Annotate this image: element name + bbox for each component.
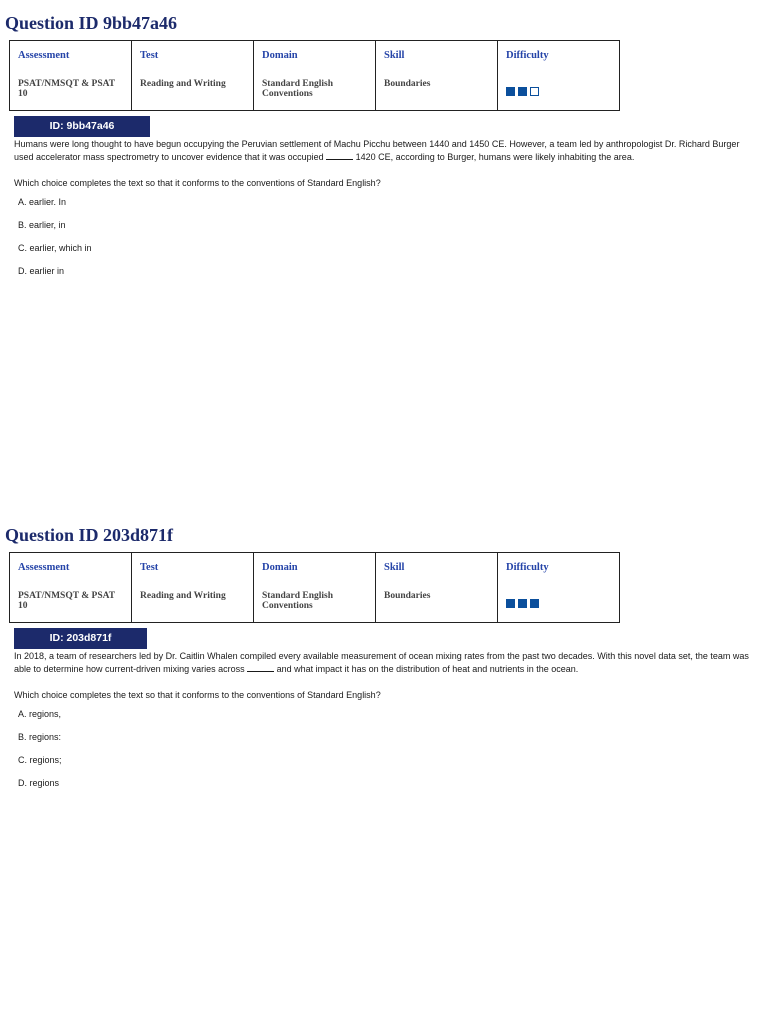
- meta-header-domain: Domain: [262, 50, 298, 61]
- answer-choices: [18, 196, 92, 288]
- difficulty-square-filled: [506, 599, 515, 608]
- passage-text-before: In 2018, a team of researchers led by Dr. Caitlin Whalen compiled every available measurement of ocean mixing rates from the past two decades. With this novel data set, the team was able to determine how current-driven mixing varies across: [14, 651, 749, 674]
- meta-cell-domain: [254, 553, 376, 623]
- difficulty-square-filled: [518, 599, 527, 608]
- meta-header-difficulty: Difficulty: [506, 562, 549, 573]
- question-prompt: Which choice completes the text so that it conforms to the conventions of Standard English?: [14, 690, 381, 700]
- question-id-badge: ID: 203d871f: [14, 628, 147, 649]
- meta-cell-test: [132, 41, 254, 111]
- question-passage: [14, 650, 756, 676]
- difficulty-square-empty: [530, 87, 539, 96]
- answer-choice: C. earlier, which in: [18, 243, 92, 253]
- question-id-badge: ID: 9bb47a46: [14, 116, 150, 137]
- answer-choices: [18, 708, 62, 800]
- meta-cell-assessment: [10, 553, 132, 623]
- meta-value-domain: Standard English Conventions: [262, 591, 334, 611]
- meta-value-skill: Boundaries: [384, 79, 431, 89]
- meta-value-assessment: PSAT/NMSQT & PSAT 10: [18, 591, 115, 611]
- passage-blank: [326, 151, 353, 160]
- meta-header-skill: Skill: [384, 50, 405, 61]
- meta-header-skill: Skill: [384, 562, 405, 573]
- meta-header-test: Test: [140, 50, 159, 61]
- answer-choice: A. earlier. In: [18, 197, 67, 207]
- meta-cell-difficulty: [498, 553, 620, 623]
- question-title: Question ID 9bb47a46: [5, 13, 178, 33]
- passage-text-before: Humans were long thought to have begun occupying the Peruvian settlement of Machu Picchu between 1440 and 1450 CE. However, a team led by anthropologist Dr. Richard Burger used accelerator mass spectrometry to uncover evidence that it was occupied: [14, 139, 740, 162]
- difficulty-square-filled: [518, 87, 527, 96]
- difficulty-indicator: [506, 87, 539, 96]
- meta-header-domain: Domain: [262, 562, 298, 573]
- meta-value-domain: Standard English Conventions: [262, 79, 334, 99]
- answer-choice: D. earlier in: [18, 266, 65, 276]
- question-title: Question ID 203d871f: [5, 525, 174, 545]
- meta-value-assessment: PSAT/NMSQT & PSAT 10: [18, 79, 115, 99]
- meta-value-test: Reading and Writing: [140, 591, 226, 601]
- meta-cell-assessment: [10, 41, 132, 111]
- meta-cell-test: [132, 553, 254, 623]
- difficulty-square-filled: [530, 599, 539, 608]
- meta-header-assessment: Assessment: [18, 50, 70, 61]
- answer-choice: B. earlier, in: [18, 220, 66, 230]
- difficulty-indicator: [506, 599, 539, 608]
- meta-header-test: Test: [140, 562, 159, 573]
- meta-header-difficulty: Difficulty: [506, 50, 549, 61]
- meta-cell-difficulty: [498, 41, 620, 111]
- difficulty-square-filled: [506, 87, 515, 96]
- passage-text-after: 1420 CE, according to Burger, humans were likely inhabiting the area.: [353, 152, 635, 162]
- passage-text-after: and what impact it has on the distribution of heat and nutrients in the ocean.: [274, 664, 579, 674]
- meta-cell-domain: [254, 41, 376, 111]
- question-meta-table: [9, 552, 620, 623]
- answer-choice: C. regions;: [18, 755, 62, 765]
- answer-choice: B. regions:: [18, 732, 62, 742]
- meta-cell-skill: [376, 41, 498, 111]
- answer-choice: D. regions: [18, 778, 60, 788]
- answer-choice: A. regions,: [18, 709, 62, 719]
- question-meta-table: [9, 40, 620, 111]
- question-prompt: Which choice completes the text so that it conforms to the conventions of Standard English?: [14, 178, 381, 188]
- meta-value-skill: Boundaries: [384, 591, 431, 601]
- meta-value-test: Reading and Writing: [140, 79, 226, 89]
- meta-header-assessment: Assessment: [18, 562, 70, 573]
- meta-cell-skill: [376, 553, 498, 623]
- passage-blank: [247, 663, 274, 672]
- question-passage: [14, 138, 756, 164]
